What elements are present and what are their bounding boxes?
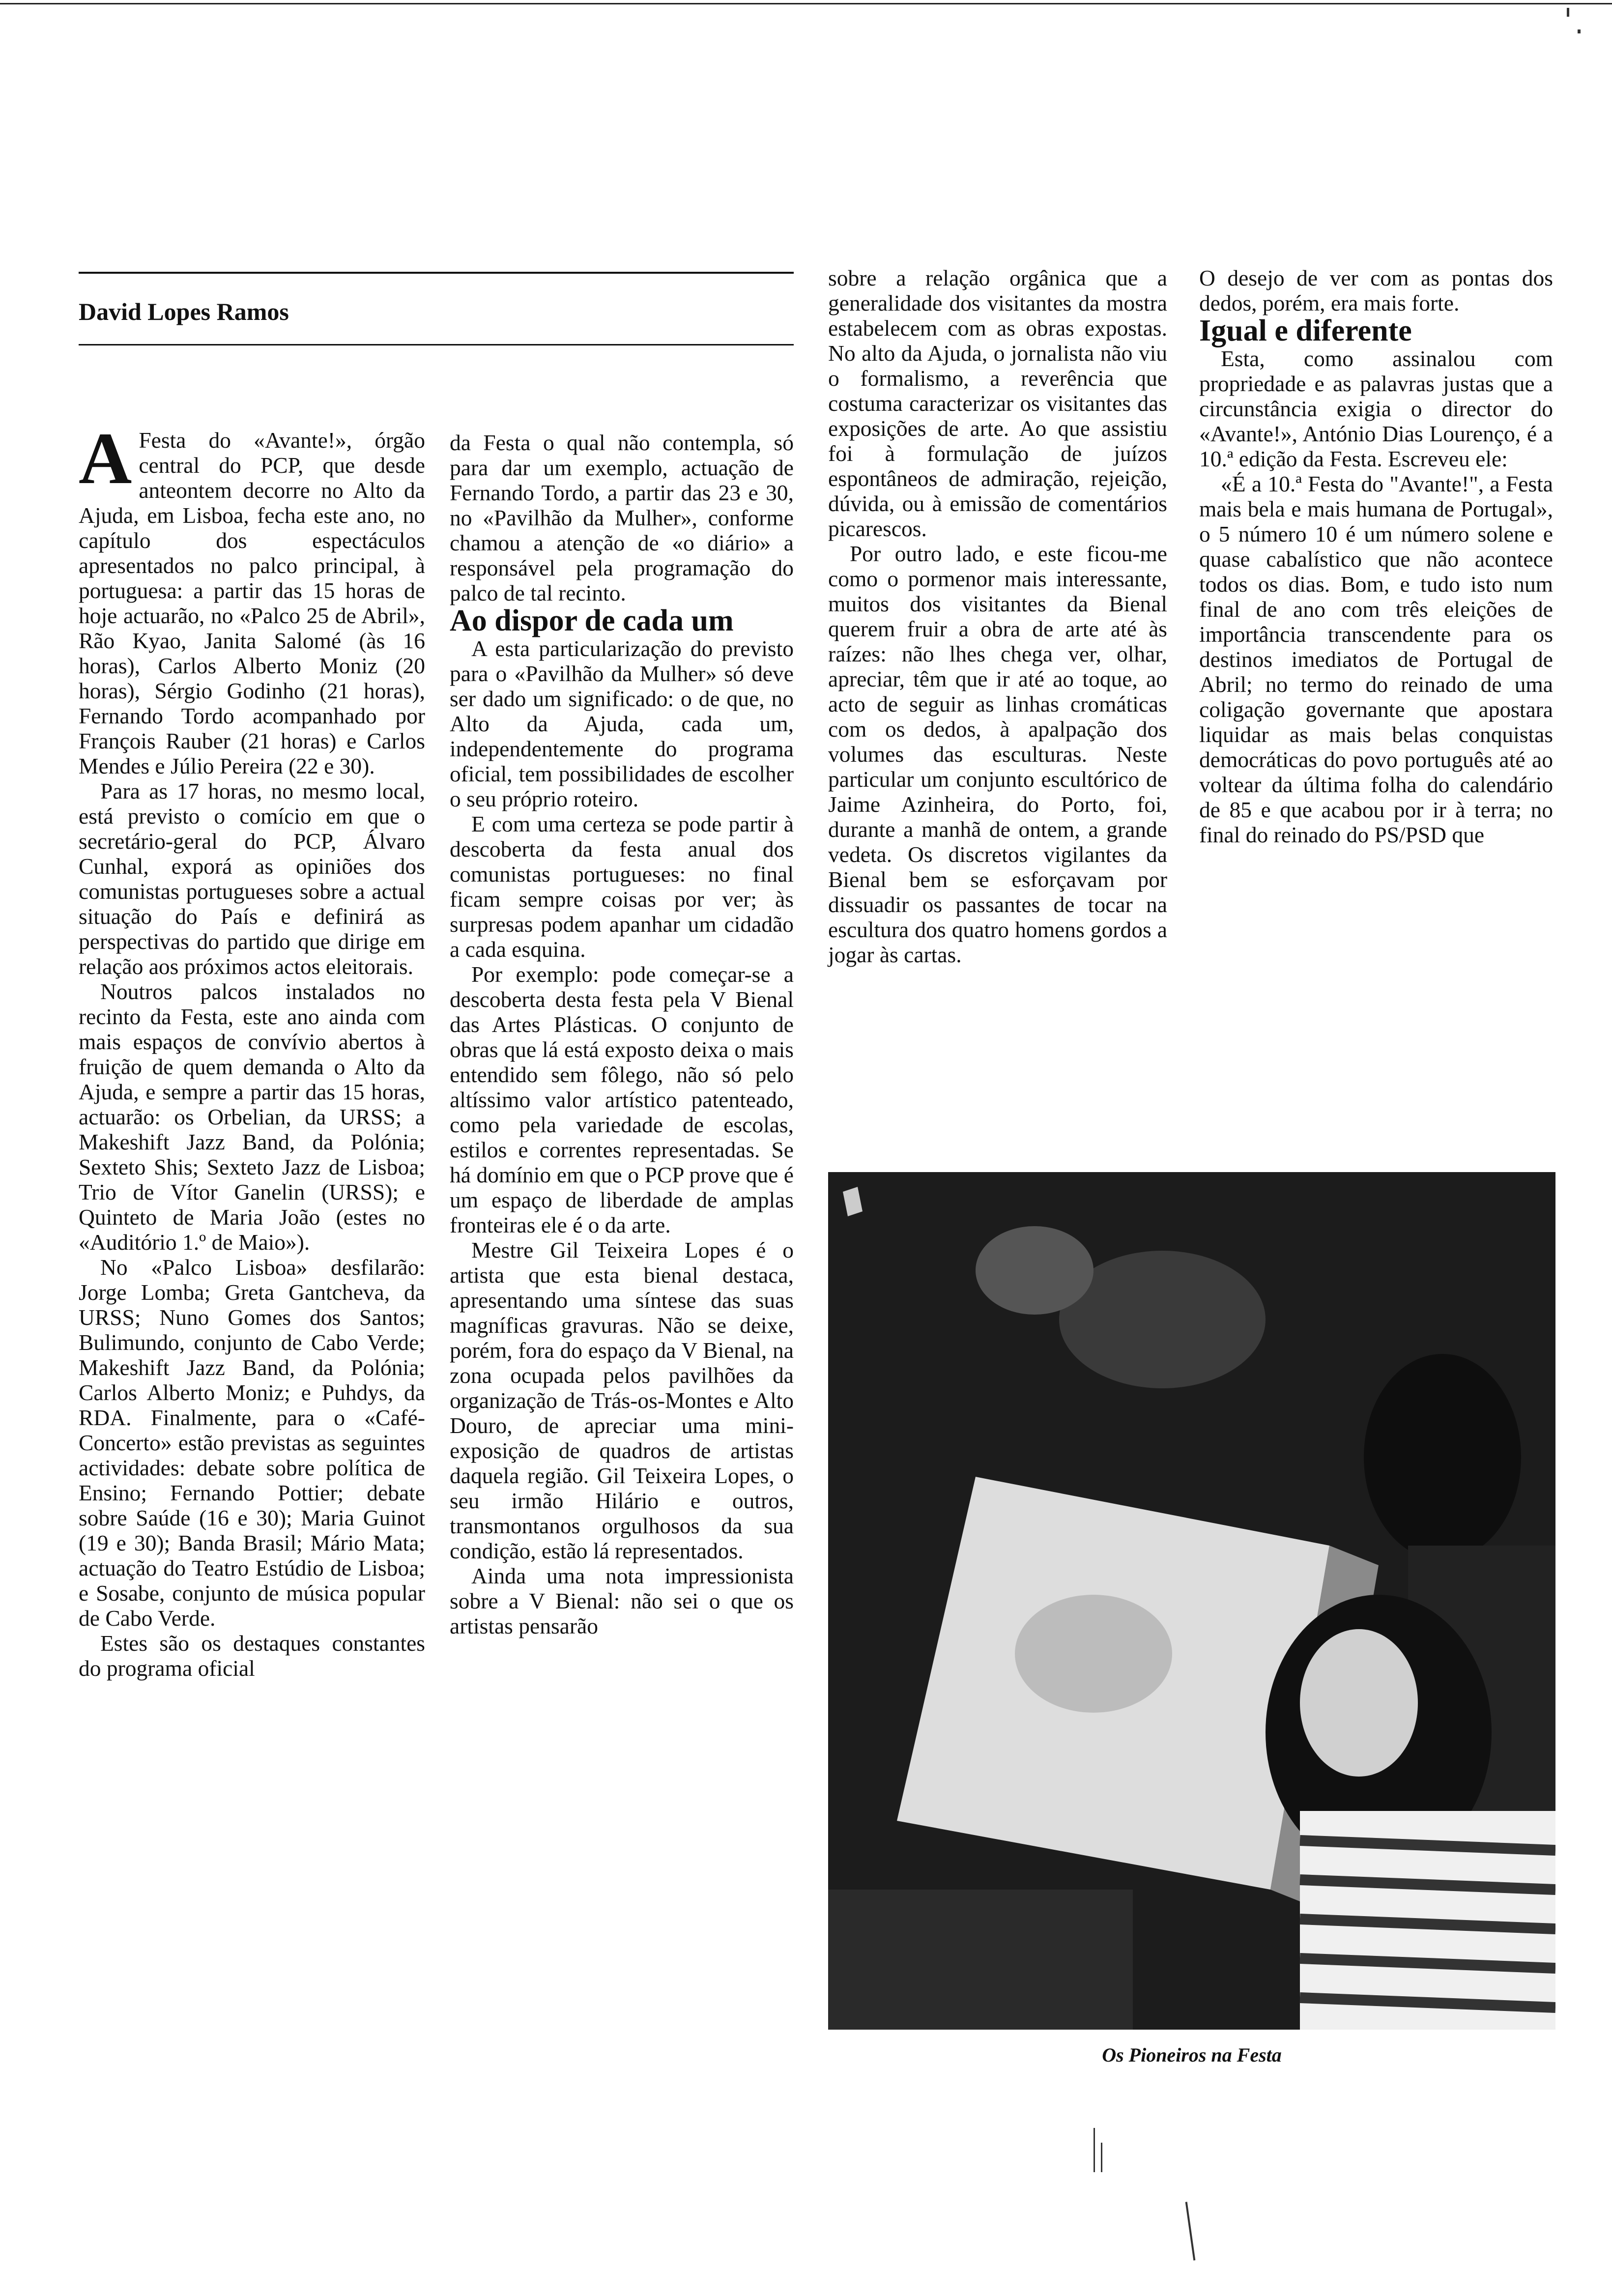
subheading: Ao dispor de cada um — [450, 604, 734, 637]
byline-top-rule — [79, 272, 794, 274]
photograph — [828, 1172, 1555, 2030]
article-column-4 — [1199, 265, 1553, 847]
subheading: Igual e diferente — [1199, 314, 1412, 347]
paragraph-text: Festa do «Avante!», órgão central do PCP, que desde anteontem decorre no Alto da Ajuda, em Lisboa, fecha este ano, no capítulo dos espectáculos apresentados no palco principal, à portuguesa: a partir das 15 horas de hoje actuarão, no «Palco 25 de Abril», Rão Kyao, Janita Salomé (às 16 horas), Carlos Alberto Moniz (20 horas), Sérgio Godinho (21 horas), Fernando Tordo acompanhado por François Rauber (21 horas) e Carlos Mendes e Júlio Pereira (22 e 30). — [79, 428, 425, 778]
drop-cap: A — [79, 418, 132, 499]
paragraph: A esta particularização do previsto para o «Pavilhão da Mulher» só deve ser dado um significado: o de que, no Alto da Ajuda, cada um, independentemente do programa oficial, tem possibilidades de escolher o seu próprio roteiro. — [450, 636, 794, 811]
scan-mark — [1094, 2128, 1095, 2172]
paragraph: Noutros palcos instalados no recinto da Festa, este ano ainda com mais espaços de convívio abertos à fruição de quem demanda o Alto da Ajuda, e sempre a partir das 15 horas, actuarão: os Orbelian, da URSS; a Makeshift Jazz Band, da Polónia; Sexteto Shis; Sexteto Jazz de Lisboa; Trio de Vítor Ganelin (URSS); e Quinteto de Maria João (estes no «Auditório 1.º de Maio»). — [79, 979, 425, 1255]
page-top-rule — [0, 3, 1612, 4]
paragraph: «É a 10.ª Festa do "Avante!", a Festa mais bela e mais humana de Portugal», o 5 número 10 é um número solene e quase cabalístico que não acontece todos os dias. Bom, e tudo isto num final de ano com três eleições de importância transcendente para os destinos imediatos de Portugal de Abril; no termo do reinado de uma coligação governante que apostara liquidar as mais belas conquistas democráticas do povo português até ao voltear da última folha do calendário de 85 e que acabou por ir à terra; no final do reinado do PS/PSD que — [1199, 471, 1553, 847]
paragraph: da Festa o qual não contempla, só para dar um exemplo, actuação de Fernando Tordo, a partir das 23 e 30, no «Pavilhão da Mulher», conforme chamou a atenção de «o diário» a responsável pela programação do palco de tal recinto. — [450, 430, 794, 605]
paragraph: No «Palco Lisboa» desfilarão: Jorge Lomba; Greta Gantcheva, da URSS; Nuno Gomes dos Santos; Bulimundo, conjunto de Cabo Verde; Makeshift Jazz Band, da Polónia; Carlos Alberto Moniz; e Puhdys, da RDA. Finalmente, para o «Café-Concerto» estão previstas as seguintes actividades: debate sobre política de Ensino; Fernando Pottier; debate sobre Saúde (16 e 30); Maria Guinot (19 e 30); Banda Brasil; Mário Mata; actuação do Teatro Estúdio de Lisboa; e Sosabe, conjunto de música popular de Cabo Verde. — [79, 1255, 425, 1631]
paragraph: Para as 17 horas, no mesmo local, está previsto o comício em que o secretário-geral do PCP, Álvaro Cunhal, exporá as opiniões dos comunistas portugueses sobre a actual situação do País e definirá as perspectivas do partido que dirige em relação aos próximos actos eleitorais. — [79, 778, 425, 979]
scan-mark — [1578, 29, 1581, 33]
article-column-3 — [828, 265, 1167, 967]
byline: David Lopes Ramos — [79, 298, 289, 325]
byline-bottom-rule — [79, 344, 794, 345]
paragraph: Por exemplo: pode começar-se a descoberta desta festa pela V Bienal das Artes Plásticas. O conjunto de obras que lá está exposto deixa o mais entendido sem fôlego, não só pelo altíssimo valor artístico patenteado, como pela variedade de escolas, estilos e correntes representadas. Se há domínio em que o PCP prove que é um espaço de liberdade de amplas fronteiras ele é o da arte. — [450, 962, 794, 1237]
photo-caption: Os Pioneiros na Festa — [1102, 2044, 1282, 2066]
article-column-2 — [450, 430, 794, 1638]
paragraph: Por outro lado, e este ficou-me como o pormenor mais interessante, muitos dos visitantes da Bienal querem fruir a obra de arte até às raízes: não lhes chega ver, olhar, apreciar, têm que ir até ao toque, ao acto de seguir as linhas cromáticas com os dedos, à apalpação dos volumes das esculturas. Neste particular um conjunto escultórico de Jaime Azinheira, do Porto, foi, durante a manhã de ontem, a grande vedeta. Os discretos vigilantes da Bienal bem se esforçavam por dissuadir os passantes de tocar na escultura dos quatro homens gordos a jogar às cartas. — [828, 541, 1167, 967]
photo-artwork — [828, 1172, 1555, 2030]
paragraph: Mestre Gil Teixeira Lopes é o artista que esta bienal destaca, apresentando uma síntese das suas magníficas gravuras. Não se deixe, porém, fora do espaço da V Bienal, na zona ocupada pelos pavilhões da organização de Trás-os-Montes e Alto Douro, de apreciar uma mini-exposição de quadros de artistas daquela região. Gil Teixeira Lopes, o seu irmão Hilário e outros, transmontanos orgulhosos da sua condição, estão lá representados. — [450, 1237, 794, 1563]
lead-paragraph — [79, 418, 425, 778]
scan-mark — [1567, 8, 1569, 17]
paragraph: O desejo de ver com as pontas dos dedos, porém, era mais forte. — [1199, 265, 1553, 316]
paragraph: Estes são os destaques constantes do programa oficial — [79, 1631, 425, 1681]
paragraph: Ainda uma nota impressionista sobre a V Bienal: não sei o que os artistas pensarão — [450, 1563, 794, 1638]
paragraph: E com uma certeza se pode partir à descoberta da festa anual dos comunistas portugueses: no final ficam sempre coisas por ver; às surpresas podem apanhar um cidadão a cada esquina. — [450, 811, 794, 962]
paragraph: sobre a relação orgânica que a generalidade dos visitantes da mostra estabelecem com as obras expostas. No alto da Ajuda, o jornalista não viu o formalismo, a reverência que costuma caracterizar os visitantes das exposições de arte. Ao que assistiu foi à formulação de juízos espontâneos de admiração, rejeição, dúvida, ou à emissão de comentários picarescos. — [828, 265, 1167, 541]
scan-mark — [1101, 2143, 1102, 2172]
article-column-1 — [79, 418, 425, 1681]
paragraph: Esta, como assinalou com propriedade e as palavras justas que a circunstância exigia o director do «Avante!», António Dias Lourenço, é a 10.ª edição da Festa. Escreveu ele: — [1199, 346, 1553, 471]
scan-mark — [1185, 2202, 1196, 2260]
